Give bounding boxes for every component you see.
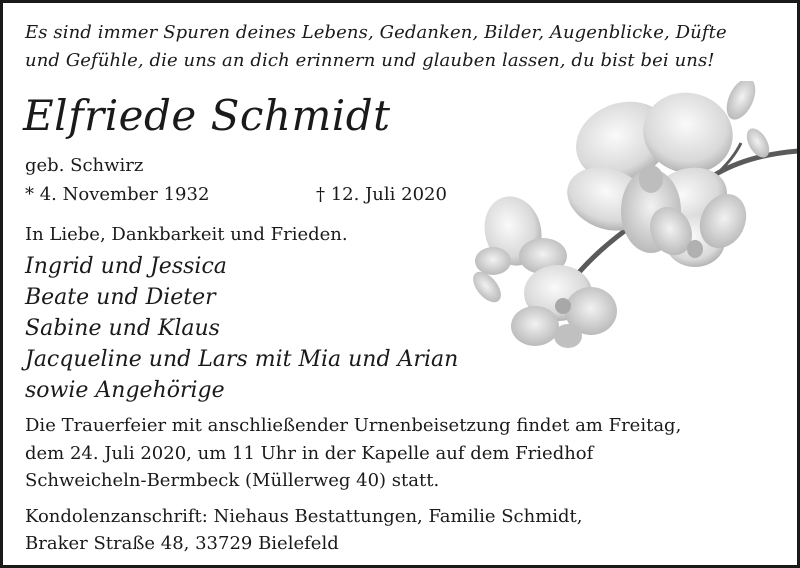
quote-line-1: Es sind immer Spuren deines Lebens, Gedanken, Bilder, Augenblicke, Düfte (25, 22, 727, 43)
family-line: Sabine und Klaus (25, 316, 220, 341)
orchid-illustration-icon (473, 81, 798, 351)
condolence-line: Braker Straße 48, 33729 Bielefeld (25, 533, 339, 554)
service-line: Schweicheln-Bermbeck (Müllerweg 40) statt. (25, 470, 440, 491)
born-name: geb. Schwirz (25, 155, 144, 176)
family-line: Beate und Dieter (25, 285, 216, 310)
greeting-line: In Liebe, Dankbarkeit und Frieden. (25, 224, 348, 245)
family-line: Ingrid und Jessica (25, 254, 227, 279)
birth-date: * 4. November 1932 (25, 184, 210, 205)
service-line: dem 24. Juli 2020, um 11 Uhr in der Kapelle auf dem Friedhof (25, 443, 594, 464)
family-line: sowie Angehörige (25, 378, 225, 403)
service-line: Die Trauerfeier mit anschließender Urnenbeisetzung findet am Freitag, (25, 415, 682, 436)
condolence-line: Kondolenzanschrift: Niehaus Bestattungen, Familie Schmidt, (25, 506, 583, 527)
quote-line-2: und Gefühle, die uns an dich erinnern und glauben lassen, du bist bei uns! (25, 50, 715, 71)
family-line: Jacqueline und Lars mit Mia und Arian (25, 347, 459, 372)
deceased-name: Elfriede Schmidt (23, 91, 391, 140)
death-date: † 12. Juli 2020 (316, 184, 447, 205)
